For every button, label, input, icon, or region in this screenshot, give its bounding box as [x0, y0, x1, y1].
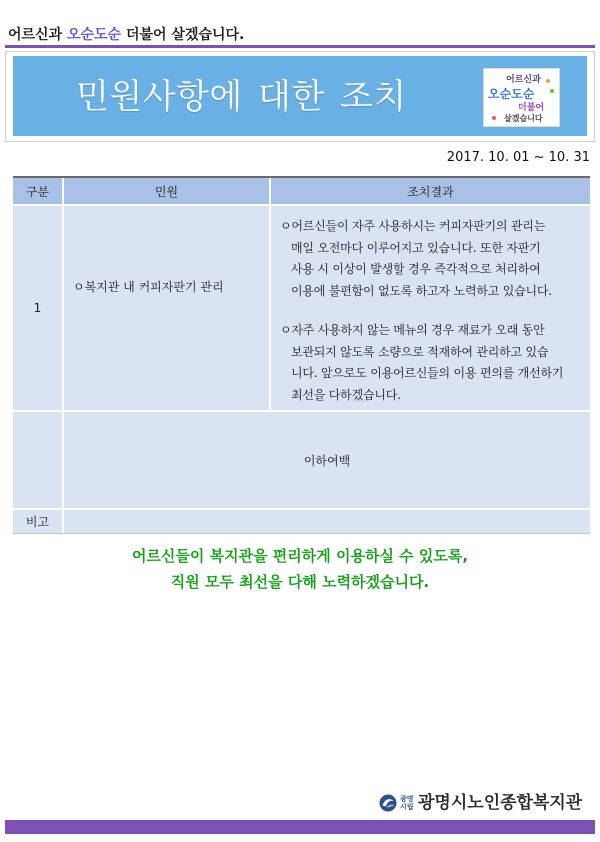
remarks-label-cell	[13, 510, 62, 533]
welfare-center-emblem-icon	[379, 794, 397, 812]
bottom-bar	[5, 820, 595, 834]
table-bottom-rule	[13, 533, 590, 534]
header-action	[271, 178, 590, 204]
logo-dot	[550, 89, 554, 93]
row-2-category	[13, 412, 62, 508]
action-paragraph	[280, 216, 586, 302]
slogan-logo-line-4: 살겠습니다	[504, 114, 543, 123]
row-2-note-cell	[64, 412, 590, 508]
header-complaint-label: 민원	[154, 184, 179, 199]
action-line: 니다. 앞으로도 이용어르신들의 이용 편의를 개선하기	[291, 366, 564, 380]
action-line: 이용에 불편함이 없도록 하고자 노력하고 있습니다.	[291, 283, 552, 298]
action-line: ㅇ어르신들이 자주 사용하시는 커피자판기의 관리는	[280, 219, 546, 233]
header-category-label: 구분	[25, 184, 50, 199]
org-label-top: 광명	[400, 795, 414, 803]
row-1-category	[13, 206, 62, 410]
page-title: 민원사항에 대한 조치	[76, 77, 407, 117]
header-action-label: 조치결과	[407, 184, 454, 199]
header-complaint	[64, 178, 269, 204]
row-1-number: 1	[33, 301, 42, 315]
slogan-logo-line-2: 오순도순	[488, 87, 535, 101]
slogan	[8, 26, 244, 44]
action-line: 매일 오전마다 이루어지고 있습니다. 또한 자판기	[291, 240, 541, 255]
top-divider	[5, 45, 595, 48]
header-category	[13, 178, 62, 204]
action-line: 최선을 다하겠습니다.	[291, 387, 401, 402]
action-line: ㅇ자주 사용하지 않는 메뉴의 경우 재료가 오래 동안	[280, 323, 545, 337]
closing-line-2: 직원 모두 최선을 다해 노력하겠습니다.	[170, 573, 430, 591]
remarks-value-cell	[64, 510, 590, 533]
slogan-logo-line-1: 어르신과	[506, 75, 541, 85]
remarks-label: 비고	[25, 515, 50, 529]
slogan-part-2: 더불어 살겠습니다.	[125, 27, 245, 43]
slogan-highlight: 오순도순	[66, 27, 122, 43]
row-1-action	[271, 206, 590, 410]
closing-message	[0, 543, 600, 595]
slogan-logo-line-3: 더불어	[518, 103, 545, 113]
report-period: 2017. 10. 01 ~ 10. 31	[446, 150, 590, 165]
closing-line-1: 어르신들이 복지관을 편리하게 이용하실 수 있도록,	[131, 547, 469, 565]
logo-dot	[492, 116, 496, 120]
blank-below-note: 이하여백	[303, 453, 351, 468]
action-paragraph	[280, 320, 586, 406]
logo-dot	[546, 79, 550, 83]
slogan-part-1: 어르신과	[8, 27, 63, 43]
action-line: 사용 시 이상이 발생할 경우 즉각적으로 처리하여	[291, 262, 541, 276]
row-1-complaint	[64, 206, 269, 410]
slogan-logo	[483, 68, 560, 127]
org-label-bottom: 시립	[400, 803, 414, 811]
organization-name: 광명시노인종합복지관	[418, 793, 583, 813]
action-line: 보관되지 않도록 소량으로 적재하여 관리하고 있습	[291, 344, 549, 359]
row-1-complaint-text: ㅇ복지관 내 커피자판기 관리	[73, 280, 224, 294]
